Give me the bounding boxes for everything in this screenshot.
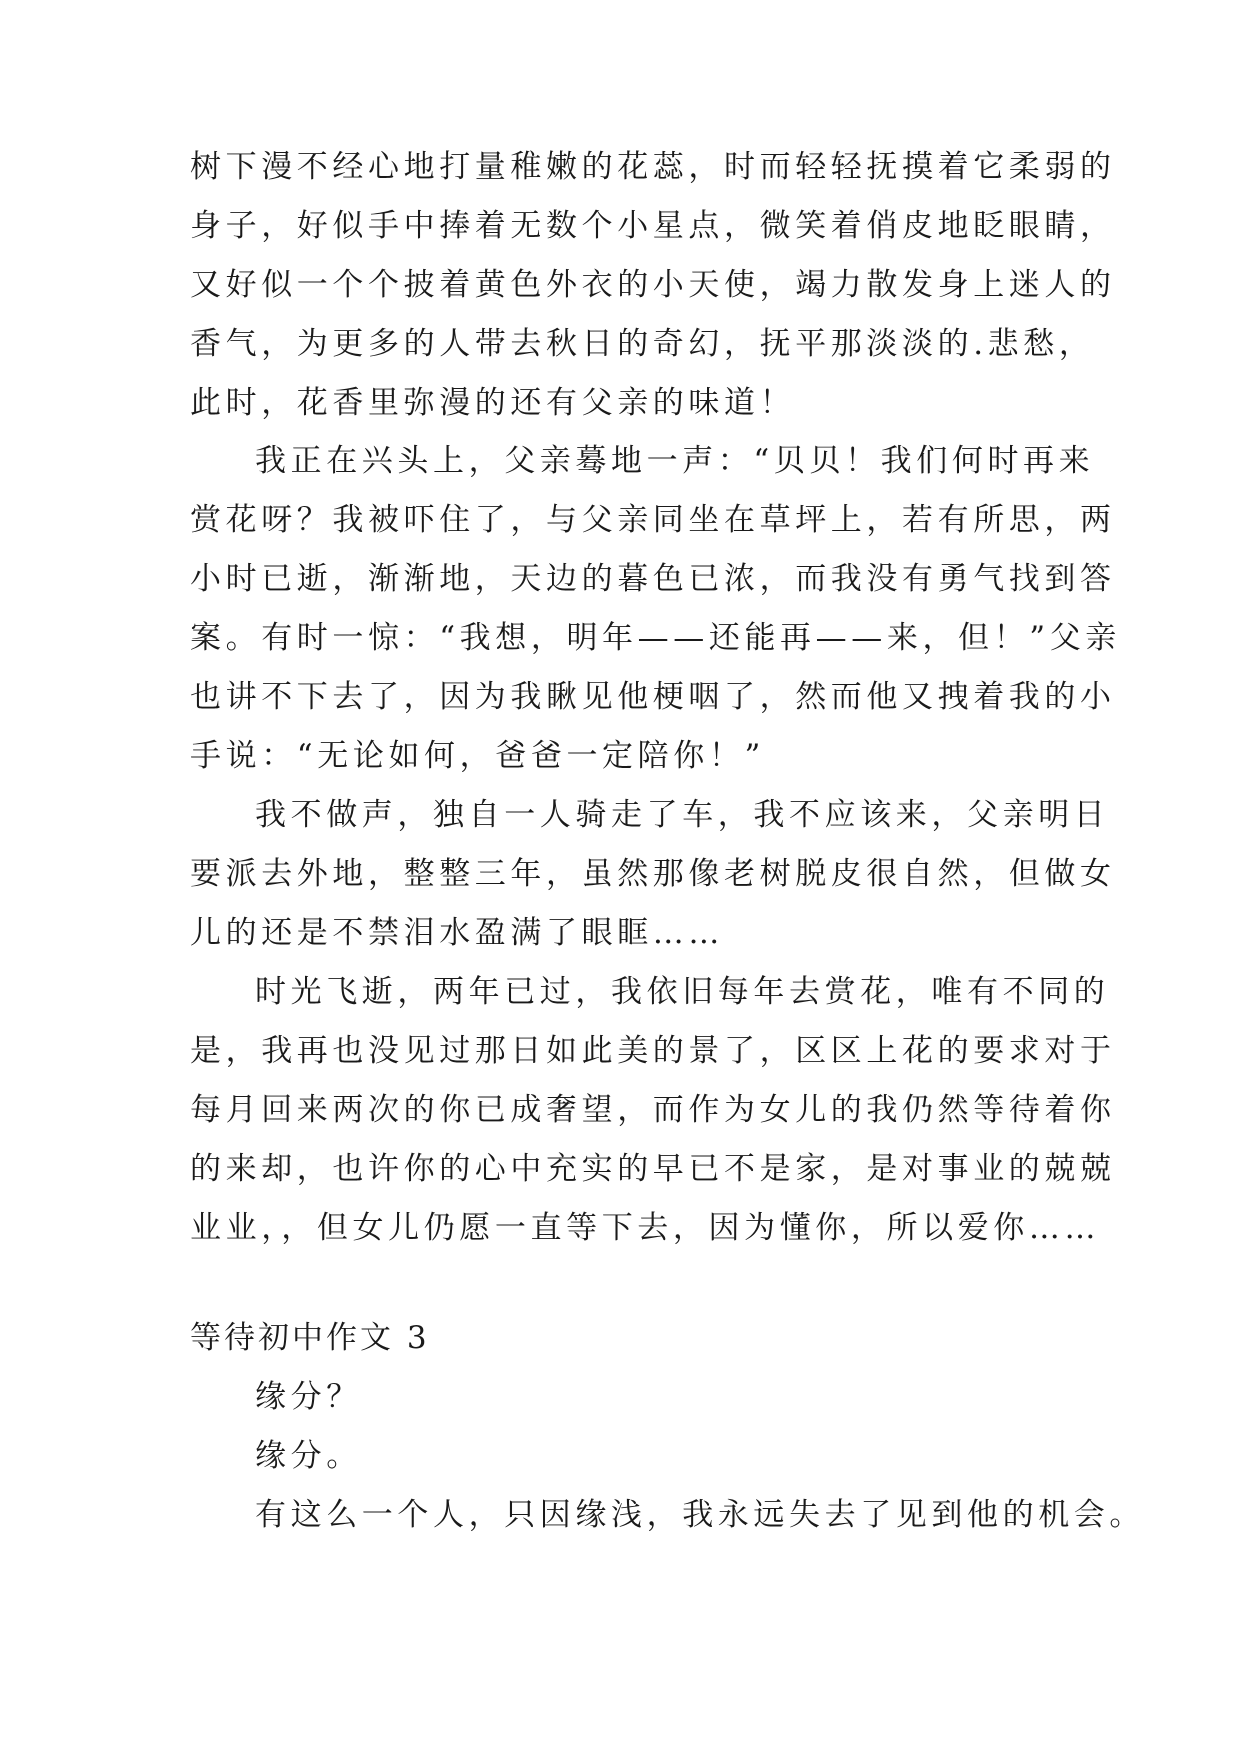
text-line: 缘分。 bbox=[255, 1438, 362, 1474]
text-line: 小时已逝，渐渐地，天边的暮色已浓，而我没有勇气找到答 bbox=[190, 561, 1116, 597]
text-line: 的来却，也许你的心中充实的早已不是家，是对事业的兢兢 bbox=[190, 1151, 1116, 1187]
text-line: 我不做声，独自一人骑走了车，我不应该来，父亲明日 bbox=[255, 797, 1110, 833]
text-line: 我正在兴头上，父亲蓦地一声：“贝贝！我们何时再来 bbox=[255, 443, 1095, 479]
text-line: 业业，，但女儿仍愿一直等下去，因为懂你，所以爱你…… bbox=[190, 1210, 1101, 1246]
text-line: 儿的还是不禁泪水盈满了眼眶…… bbox=[190, 915, 724, 951]
text-line: 案。有时一惊：“我想，明年——还能再——来，但！”父亲 bbox=[190, 620, 1121, 656]
text-line: 也讲不下去了，因为我瞅见他梗咽了，然而他又拽着我的小 bbox=[190, 679, 1116, 715]
text-line: 有这么一个人，只因缘浅，我永远失去了见到他的机会。 bbox=[255, 1497, 1145, 1533]
text-line: 手说：“无论如何，爸爸一定陪你！” bbox=[190, 738, 765, 774]
text-line: 缘分？ bbox=[255, 1379, 362, 1415]
text-line: 是，我再也没见过那日如此美的景了，区区上花的要求对于 bbox=[190, 1033, 1116, 1069]
section-heading: 等待初中作文 3 bbox=[190, 1320, 430, 1356]
text-line: 又好似一个个披着黄色外衣的小天使，竭力散发身上迷人的 bbox=[190, 267, 1116, 303]
text-line: 树下漫不经心地打量稚嫩的花蕊，时而轻轻抚摸着它柔弱的 bbox=[190, 149, 1116, 185]
text-line: 要派去外地，整整三年，虽然那像老树脱皮很自然，但做女 bbox=[190, 856, 1116, 892]
text-line: 每月回来两次的你已成奢望，而作为女儿的我仍然等待着你 bbox=[190, 1092, 1116, 1128]
text-line: 赏花呀？我被吓住了，与父亲同坐在草坪上，若有所思，两 bbox=[190, 502, 1116, 538]
text-line: 身子，好似手中捧着无数个小星点，微笑着俏皮地眨眼睛， bbox=[190, 208, 1116, 244]
text-line: 时光飞逝，两年已过，我依旧每年去赏花，唯有不同的 bbox=[255, 974, 1110, 1010]
text-line: 此时，花香里弥漫的还有父亲的味道！ bbox=[190, 385, 796, 421]
text-line: 香气，为更多的人带去秋日的奇幻，抚平那淡淡的.悲愁， bbox=[190, 326, 1095, 362]
